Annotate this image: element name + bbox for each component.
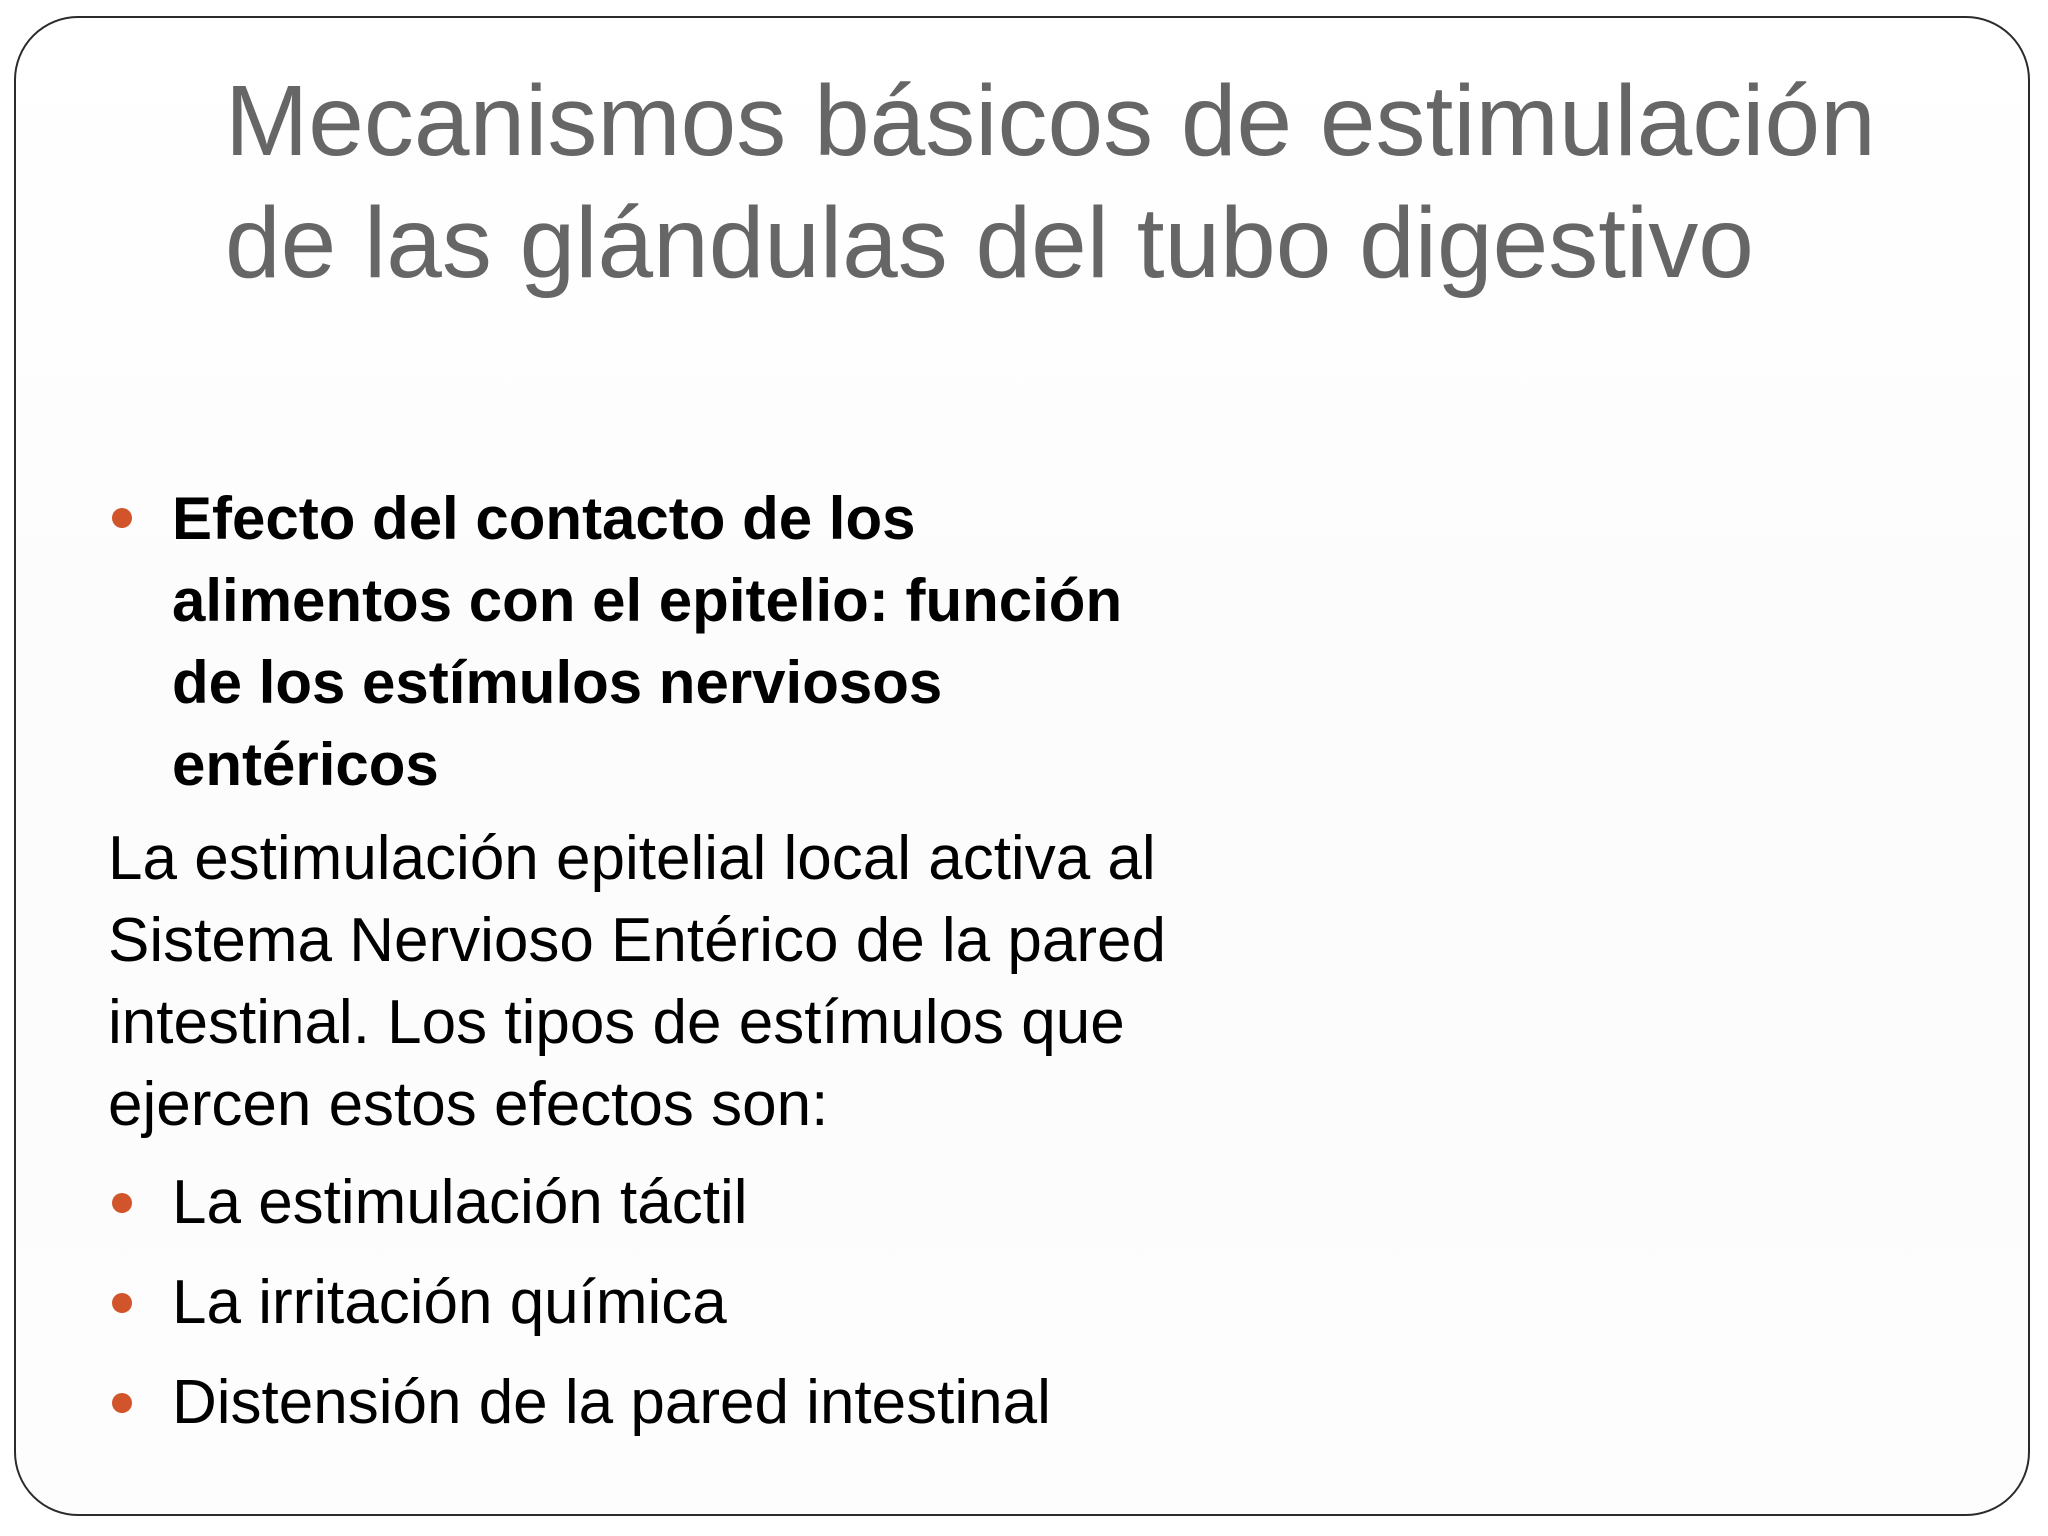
slide-content bbox=[108, 478, 1408, 1460]
heading-bullet bbox=[108, 478, 1408, 806]
slide-title-line-1: Mecanismos básicos de estimulación bbox=[225, 65, 1876, 177]
slide-title bbox=[225, 60, 2005, 304]
list-item bbox=[108, 1160, 1408, 1260]
bullet-dot-icon bbox=[112, 508, 132, 528]
heading-line: entéricos bbox=[172, 731, 439, 798]
stimuli-list bbox=[108, 1160, 1408, 1460]
paragraph-line: La estimulación epitelial local activa al bbox=[108, 824, 1156, 893]
bullet-dot-icon bbox=[112, 1293, 132, 1313]
slide-title-line-2: de las glándulas del tubo digestivo bbox=[225, 187, 1754, 299]
list-item bbox=[108, 1360, 1408, 1460]
heading-line: alimentos con el epitelio: función bbox=[172, 567, 1123, 634]
paragraph-line: Sistema Nervioso Entérico de la pared bbox=[108, 906, 1166, 975]
bullet-dot-icon bbox=[112, 1193, 132, 1213]
list-item-label: La estimulación táctil bbox=[172, 1168, 748, 1237]
body-paragraph bbox=[108, 818, 1408, 1146]
list-item-label: Distensión de la pared intestinal bbox=[172, 1368, 1051, 1437]
paragraph-line: ejercen estos efectos son: bbox=[108, 1070, 829, 1139]
paragraph-line: intestinal. Los tipos de estímulos que bbox=[108, 988, 1125, 1057]
bullet-dot-icon bbox=[112, 1393, 132, 1413]
list-item-label: La irritación química bbox=[172, 1268, 727, 1337]
heading-line: de los estímulos nerviosos bbox=[172, 649, 943, 716]
list-item bbox=[108, 1260, 1408, 1360]
heading-line: Efecto del contacto de los bbox=[172, 485, 916, 552]
